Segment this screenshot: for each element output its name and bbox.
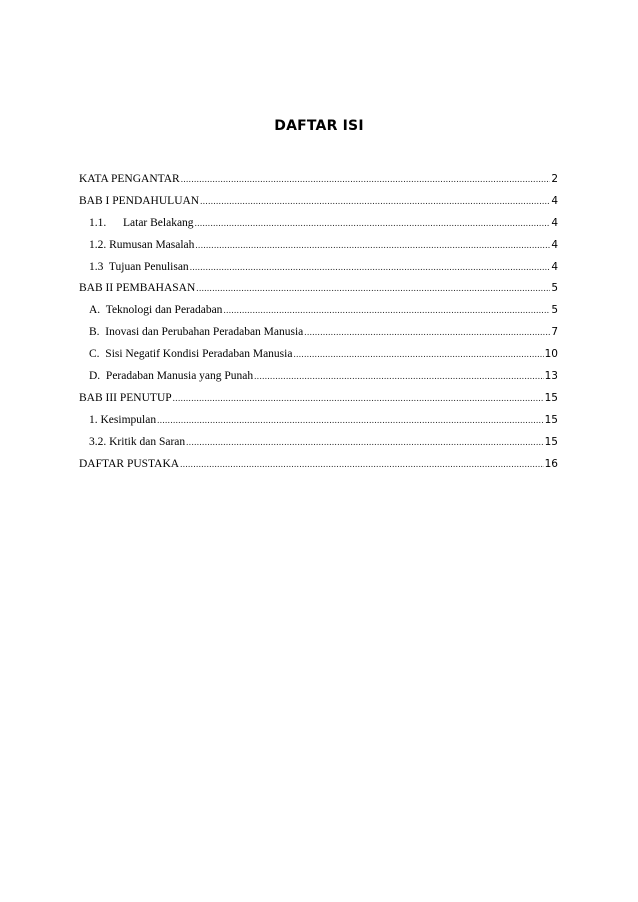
- toc-entry-page-number: 10: [544, 348, 558, 361]
- dot-leader: [196, 281, 550, 295]
- toc-entry-page-number: 2: [551, 173, 558, 185]
- dot-leader: [173, 391, 544, 405]
- toc-entry-inovasi-perubahan[interactable]: [79, 325, 558, 347]
- toc-entry-kesimpulan[interactable]: [79, 413, 558, 435]
- toc-title: DAFTAR ISI: [274, 118, 364, 134]
- toc-entry-text: Latar Belakang: [123, 216, 194, 229]
- toc-entry-page-number: 16: [544, 457, 558, 470]
- toc-entry-daftar-pustaka[interactable]: [79, 457, 558, 479]
- toc-entry-bab-ii[interactable]: [79, 281, 558, 303]
- toc-entry-page-number: 4: [551, 260, 558, 273]
- toc-entry-page-number: 15: [544, 391, 558, 404]
- dot-leader: [254, 369, 543, 383]
- toc-entry-peradaban-punah[interactable]: [79, 369, 558, 391]
- toc-entry-label: 1. Kesimpulan: [89, 413, 157, 426]
- dot-leader: [195, 238, 550, 252]
- toc-entry-label: 1.3 Tujuan Penulisan: [89, 260, 189, 273]
- dot-leader: [181, 172, 551, 186]
- toc-entry-bab-i[interactable]: [79, 194, 558, 216]
- toc-entry-bab-iii[interactable]: [79, 391, 558, 413]
- toc-entry-page-number: 5: [551, 282, 558, 295]
- toc-entry-tujuan-penulisan[interactable]: [79, 260, 558, 282]
- toc-entry-label: B. Inovasi dan Perubahan Peradaban Manusia: [89, 326, 304, 339]
- toc-entry-number: 1.1.: [89, 216, 107, 229]
- toc-entry-page-number: 4: [551, 216, 558, 229]
- toc-entry-kritik-saran[interactable]: [79, 435, 558, 457]
- toc-entry-label: 1.2. Rumusan Masalah: [89, 238, 195, 251]
- toc-entry-page-number: 5: [551, 304, 558, 317]
- toc-entry-label: KATA PENGANTAR: [79, 173, 180, 185]
- toc-entry-label: A. Teknologi dan Peradaban: [89, 304, 223, 317]
- toc-entry-page-number: 4: [551, 238, 558, 251]
- toc-entry-label: C. Sisi Negatif Kondisi Peradaban Manusia: [89, 348, 293, 361]
- toc-entry-page-number: 7: [551, 326, 558, 339]
- dot-leader: [180, 457, 544, 471]
- toc-entry-label: BAB I PENDAHULUAN: [79, 194, 200, 207]
- dot-leader: [304, 325, 550, 339]
- toc-entry-sisi-negatif[interactable]: [79, 347, 558, 369]
- toc-entry-label: BAB II PEMBAHASAN: [79, 282, 196, 295]
- toc-entry-page-number: 13: [544, 370, 558, 383]
- dot-leader: [190, 260, 551, 274]
- dot-leader: [200, 194, 550, 208]
- toc-entry-teknologi-peradaban[interactable]: [79, 303, 558, 325]
- toc-entry-page-number: 15: [544, 435, 558, 448]
- toc-entry-latar-belakang[interactable]: [79, 216, 558, 238]
- toc-entry-label: DAFTAR PUSTAKA: [79, 457, 180, 470]
- table-of-contents: [79, 172, 558, 478]
- toc-entry-label: 3.2. Kritik dan Saran: [89, 435, 186, 448]
- dot-leader: [195, 216, 551, 230]
- toc-entry-kata-pengantar[interactable]: [79, 172, 558, 194]
- dot-leader: [293, 347, 543, 361]
- toc-entry-label: D. Peradaban Manusia yang Punah: [89, 370, 254, 383]
- dot-leader: [223, 303, 550, 317]
- toc-entry-page-number: 15: [544, 413, 558, 426]
- toc-entry-label: BAB III PENUTUP: [79, 391, 172, 404]
- dot-leader: [186, 435, 543, 449]
- toc-entry-label: [79, 216, 194, 230]
- toc-entry-page-number: 4: [551, 194, 558, 207]
- toc-entry-rumusan-masalah[interactable]: [79, 238, 558, 260]
- dot-leader: [157, 413, 544, 427]
